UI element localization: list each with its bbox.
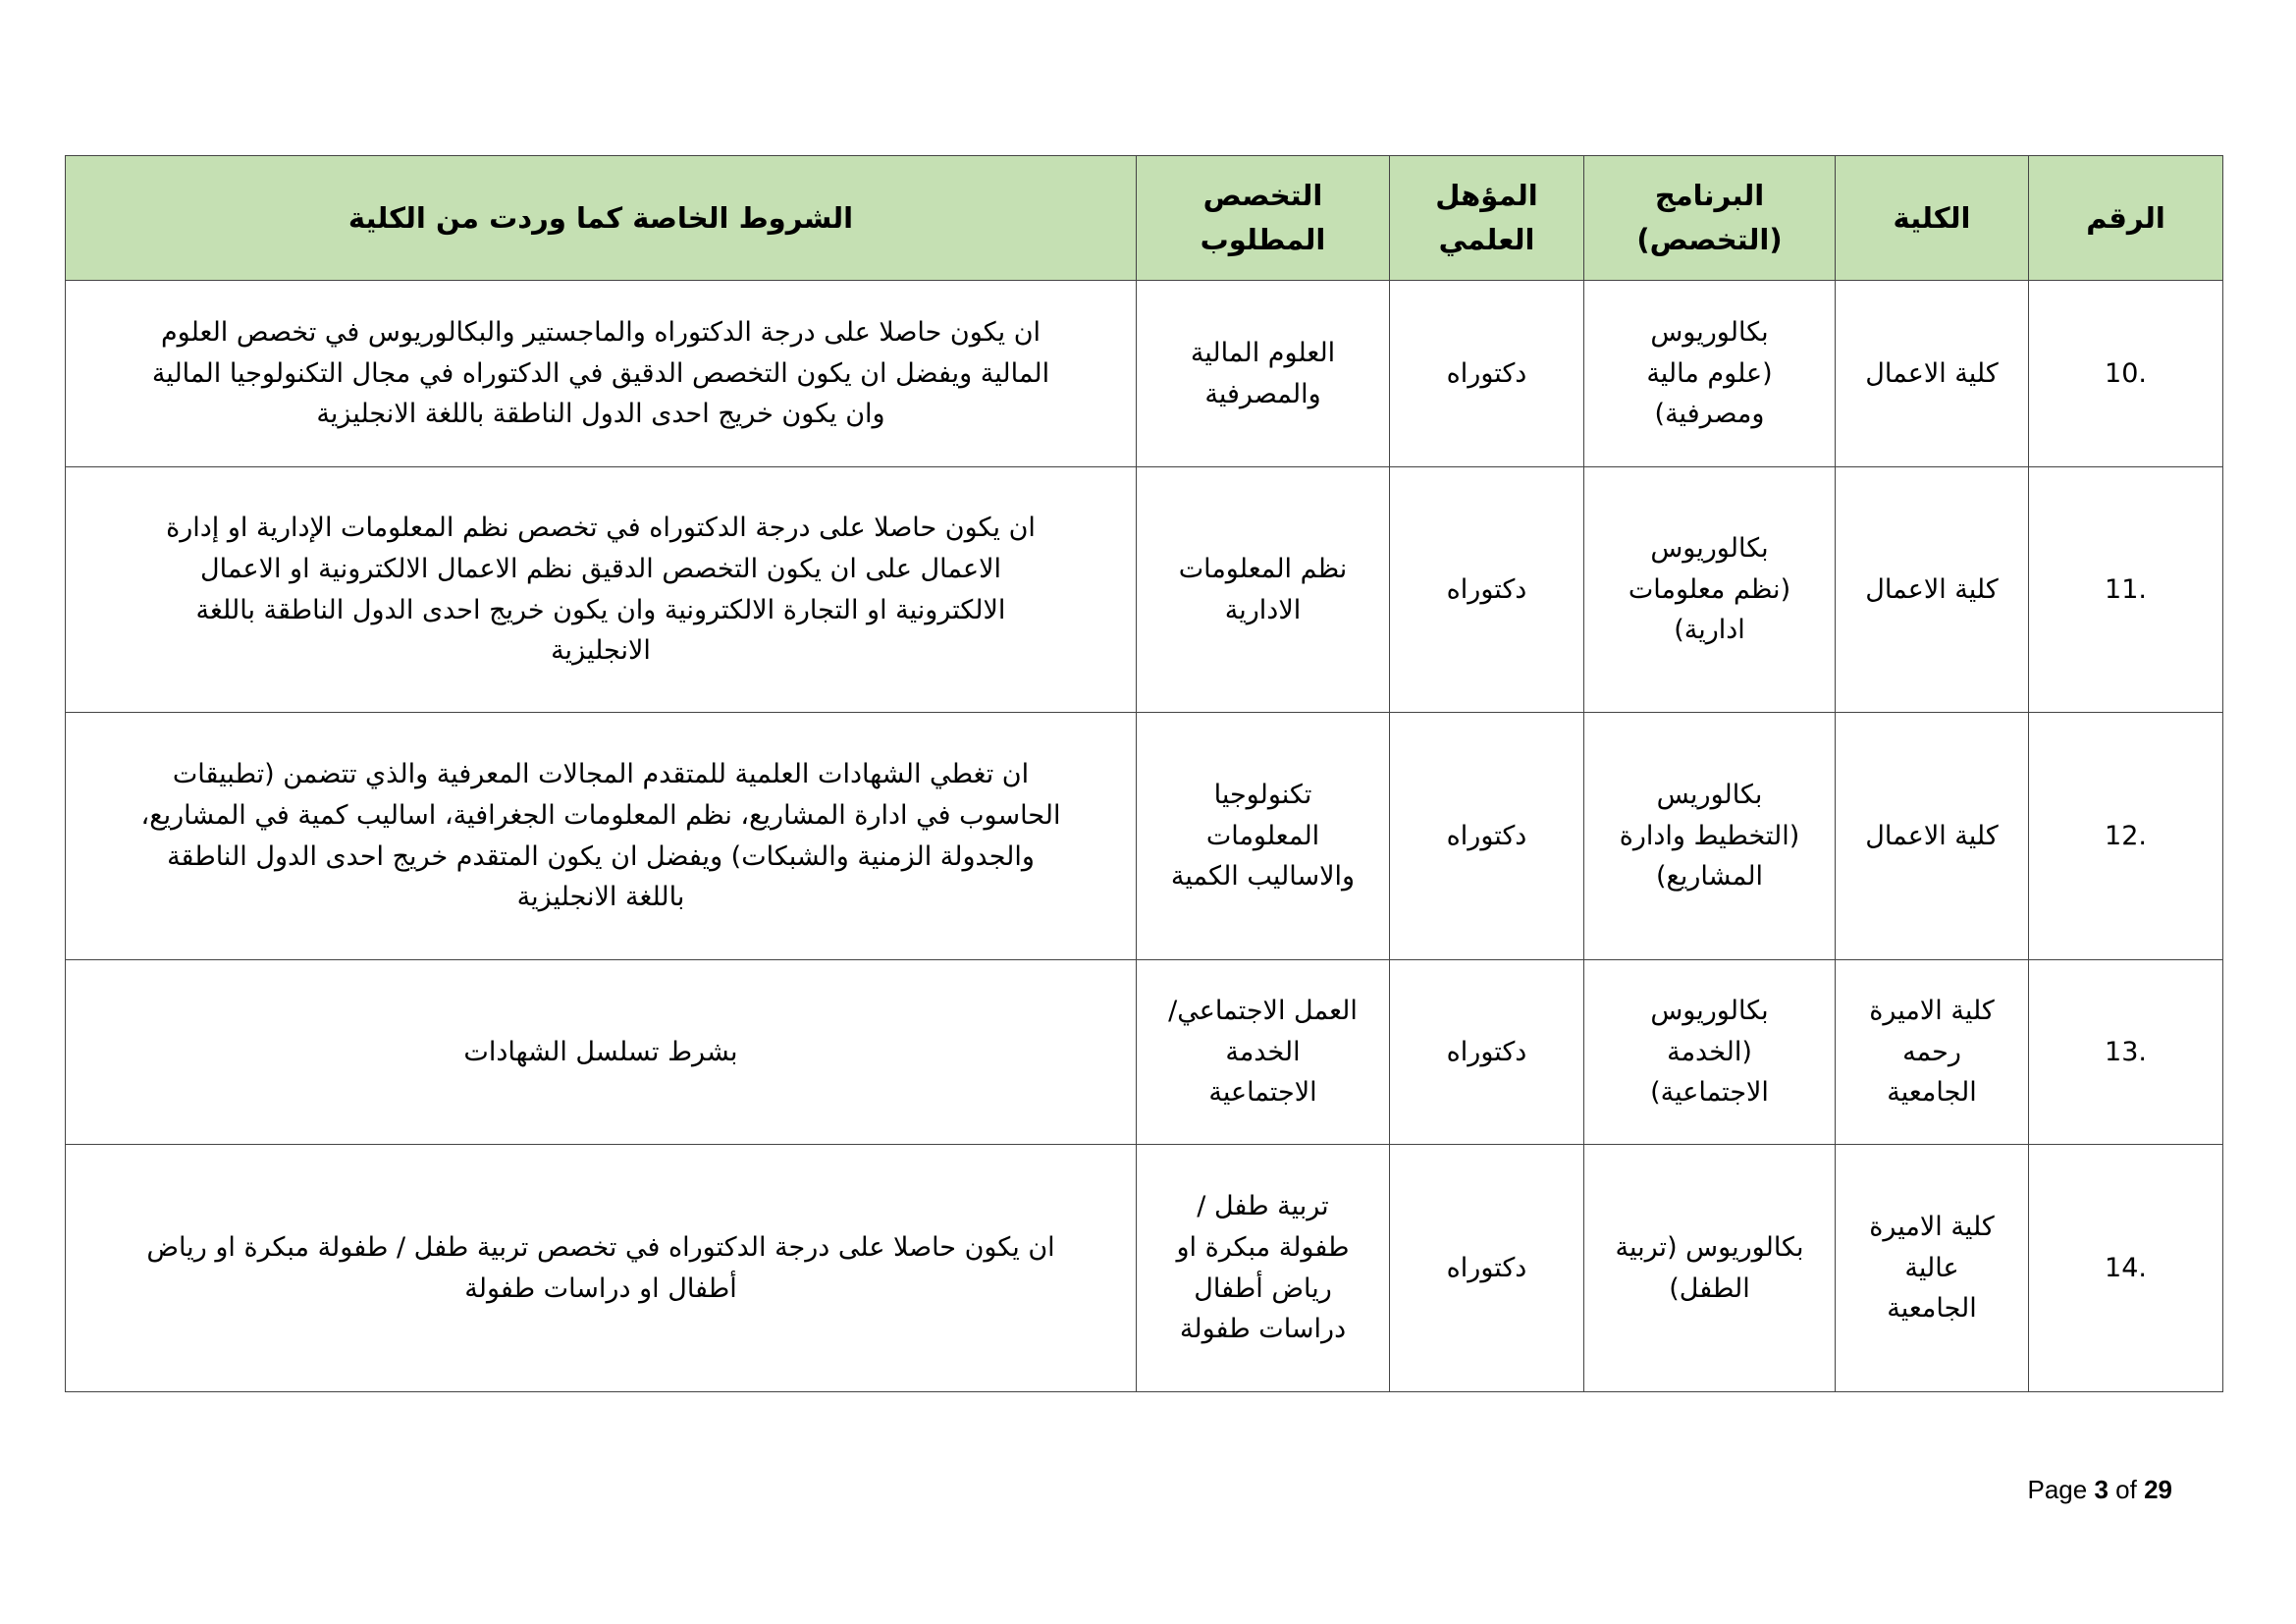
cell-qualification: دكتوراه <box>1390 281 1584 467</box>
cell-college: كلية الاعمال <box>1836 281 2029 467</box>
page-number <box>2027 1475 2172 1505</box>
of-word: of <box>2115 1475 2137 1504</box>
header-number: الرقم <box>2029 156 2223 281</box>
cell-qualification: دكتوراه <box>1390 713 1584 960</box>
cell-conditions: ان يكون حاصلا على درجة الدكتوراه في تخصص نظم المعلومات الإدارية او إدارة الاعمال على ان يكون التخصص الدقيق نظم الاعمال الالكترونية او الاعمال الالكترونية او التجارة الالكترونية وان يكون خريج احدى الدول الناطقة باللغة الانجليزية <box>66 467 1137 713</box>
total-pages: 29 <box>2144 1475 2172 1504</box>
header-qualification: المؤهل العلمي <box>1390 156 1584 281</box>
cell-college: كلية الاميرة رحمه الجامعية <box>1836 960 2029 1145</box>
cell-specialization: نظم المعلومات الادارية <box>1137 467 1390 713</box>
table-header <box>66 156 2223 281</box>
cell-program: بكالوريوس (علوم مالية ومصرفية) <box>1584 281 1836 467</box>
header-specialization: التخصص المطلوب <box>1137 156 1390 281</box>
table-row <box>66 1145 2223 1392</box>
cell-number: .10 <box>2029 281 2223 467</box>
page-word: Page <box>2027 1475 2088 1504</box>
header-row <box>66 156 2223 281</box>
cell-conditions: ان يكون حاصلا على درجة الدكتوراه في تخصص تربية طفل / طفولة مبكرة او رياض أطفال او دراسات طفولة <box>66 1145 1137 1392</box>
cell-conditions: ان تغطي الشهادات العلمية للمتقدم المجالات المعرفية والذي تتضمن (تطبيقات الحاسوب في ادارة المشاريع، نظم المعلومات الجغرافية، اساليب كمية في المشاريع، والجدولة الزمنية والشبكات) ويفضل ان يكون المتقدم خريج احدى الدول الناطقة باللغة الانجليزية <box>66 713 1137 960</box>
requirements-table <box>65 155 2223 1392</box>
cell-program: بكالوريوس (الخدمة الاجتماعية) <box>1584 960 1836 1145</box>
cell-qualification: دكتوراه <box>1390 467 1584 713</box>
table-row <box>66 467 2223 713</box>
cell-number: .13 <box>2029 960 2223 1145</box>
cell-program: بكالوريوس (تربية الطفل) <box>1584 1145 1836 1392</box>
header-college: الكلية <box>1836 156 2029 281</box>
table-row <box>66 281 2223 467</box>
cell-number: .14 <box>2029 1145 2223 1392</box>
cell-qualification: دكتوراه <box>1390 960 1584 1145</box>
header-conditions: الشروط الخاصة كما وردت من الكلية <box>66 156 1137 281</box>
cell-number: .12 <box>2029 713 2223 960</box>
cell-number: .11 <box>2029 467 2223 713</box>
table-row <box>66 713 2223 960</box>
cell-specialization: العمل الاجتماعي/ الخدمة الاجتماعية <box>1137 960 1390 1145</box>
table-body <box>66 281 2223 1392</box>
cell-college: كلية الاعمال <box>1836 713 2029 960</box>
cell-program: بكالوريس (التخطيط وادارة المشاريع) <box>1584 713 1836 960</box>
cell-qualification: دكتوراه <box>1390 1145 1584 1392</box>
cell-specialization: تربية طفل / طفولة مبكرة او رياض أطفال دراسات طفولة <box>1137 1145 1390 1392</box>
cell-specialization: العلوم المالية والمصرفية <box>1137 281 1390 467</box>
table-row <box>66 960 2223 1145</box>
cell-program: بكالوريوس (نظم معلومات ادارية) <box>1584 467 1836 713</box>
cell-conditions: ان يكون حاصلا على درجة الدكتوراه والماجستير والبكالوريوس في تخصص العلوم المالية ويفضل ان يكون التخصص الدقيق في الدكتوراه في مجال التكنولوجيا المالية وان يكون خريج احدى الدول الناطقة باللغة الانجليزية <box>66 281 1137 467</box>
cell-college: كلية الاعمال <box>1836 467 2029 713</box>
header-program: البرنامج (التخصص) <box>1584 156 1836 281</box>
cell-college: كلية الاميرة عالية الجامعية <box>1836 1145 2029 1392</box>
current-page: 3 <box>2094 1475 2109 1504</box>
cell-conditions: بشرط تسلسل الشهادات <box>66 960 1137 1145</box>
cell-specialization: تكنولوجيا المعلومات والاساليب الكمية <box>1137 713 1390 960</box>
